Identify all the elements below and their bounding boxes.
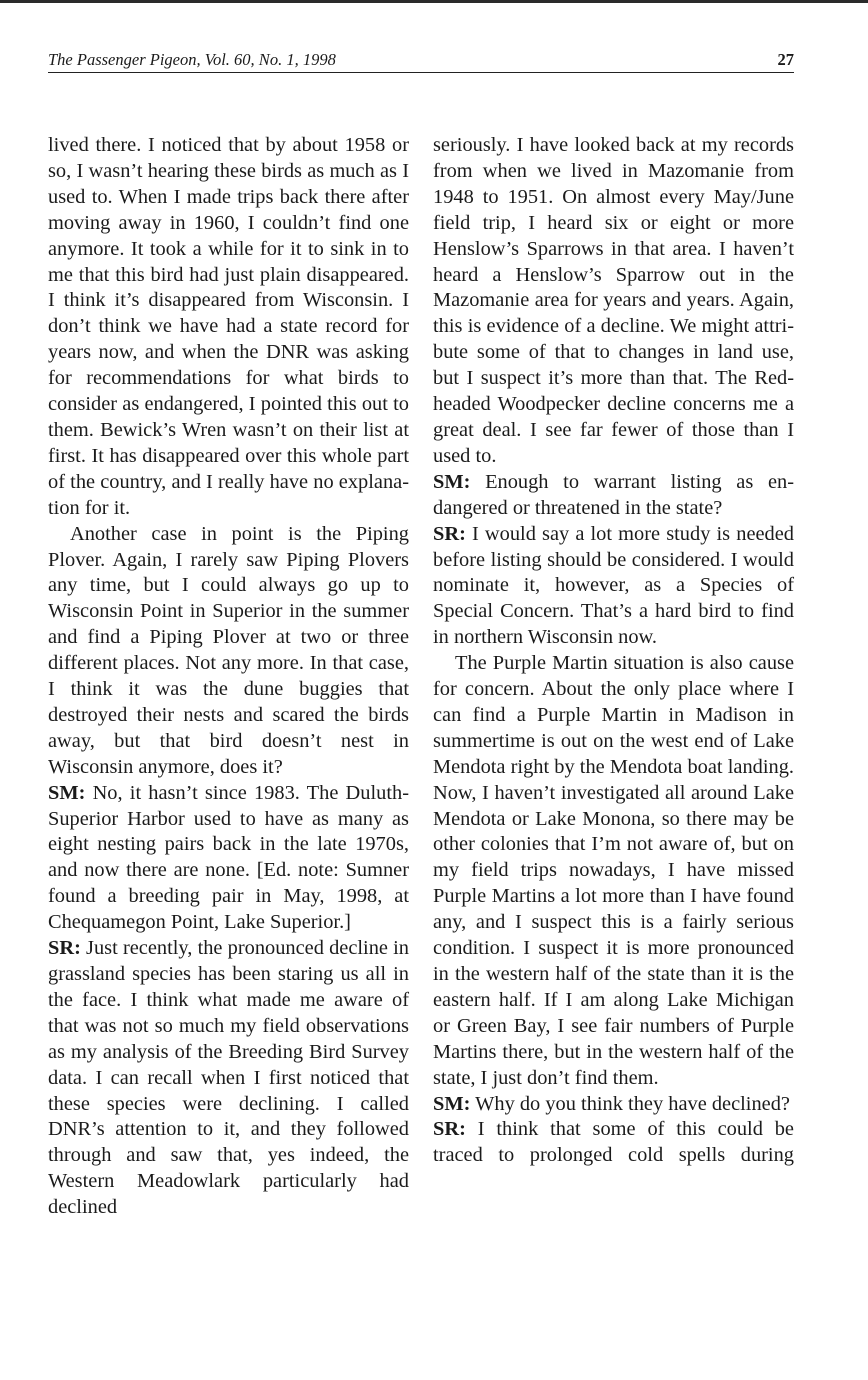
speaker-paragraph [433, 470, 794, 522]
journal-citation: The Passenger Pigeon, Vol. 60, No. 1, 1998 [48, 50, 336, 69]
running-header [48, 50, 794, 73]
paragraph-text: lived there. I noticed that by about 1958 or so, I wasn’t hearing these birds as much as I used to. When I made trips back there after moving away in 1960, I couldn’t find one anymore. It took a while for it to sink in to me that this bird had just plain disappeared. I think it’s disappeared from Wisconsin. I don’t think we have had a state record for years now, and when the DNR was asking for recommendations for what birds to consider as endangered, I pointed this out to them. Bewick’s Wren wasn’t on their list at first. It has disappeared over this whole part of the country, and I really have no explanation for it. [48, 134, 409, 519]
paragraph-text: No, it hasn’t since 1983. The Duluth-Superior Harbor used to have as many as eight nesting pairs back in the late 1970s, and now there are none. [Ed. note: Sumner found a breeding pair in May, 1998, at Chequamegon Point, Lake Superior.] [48, 781, 409, 934]
paragraph-text: Another case in point is the Piping Plover. Again, I rarely saw Piping Plovers any time, but I could always go up to Wisconsin Point in Superior in the summer and find a Piping Plover at two or three different places. Not any more. In that case, I think it was the dune buggies that destroyed their nests and scared the birds away, but that bird doesn’t nest in Wisconsin anymore, does it? [48, 522, 409, 778]
paragraph-text: I would say a lot more study is needed before listing should be considered. I would nominate it, however, as a Species of Special Concern. That’s a hard bird to find in northern Wisconsin now. [433, 522, 794, 649]
paragraph [48, 522, 409, 781]
paragraph-text: Just recently, the pronounced decline in grassland species has been staring us all in the face. I think what made me aware of that was not so much my field observations as my analysis of the Breeding Bird Survey data. I can recall when I first noticed that these species were declining. I called DNR’s attention to it, and they followed through and saw that, yes indeed, the Western Meadowlark particularly had declined [48, 937, 409, 1219]
paragraph-text: seriously. I have looked back at my records from when we lived in Mazomanie from 1948 to 1951. On almost every May/June field trip, I heard six or eight or more Henslow’s Sparrows in that area. I haven’t heard a Henslow’s Sparrow out in the Mazomanie area for years and years. Again, this is evidence of a decline. We might attribute some of that to changes in land use, but I suspect it’s more than that. The Red-headed Woodpecker decline concerns me a great deal. I see far fewer of those than I used to. [433, 134, 794, 467]
speaker-label: SM: [48, 781, 86, 804]
paragraph-text: Why do you think they have declined? [475, 1092, 790, 1115]
speaker-paragraph [433, 1092, 794, 1118]
paragraph-text: Enough to warrant listing as endangered or threatened in the state? [433, 470, 794, 519]
speaker-paragraph [433, 522, 794, 652]
page-number: 27 [777, 50, 794, 69]
speaker-paragraph [48, 781, 409, 936]
paragraph [433, 651, 794, 1091]
speaker-paragraph [48, 936, 409, 1221]
right-column [433, 133, 794, 1169]
speaker-label: SR: [48, 937, 81, 960]
speaker-label: SM: [433, 1092, 471, 1115]
paragraph-text: The Purple Martin situation is also cause for concern. About the only place where I can find a Purple Martin in Madison in summertime is out on the west end of Lake Mendota right by the Mendota boat landing. Now, I haven’t investigated all around Lake Mendota or Lake Monona, so there may be other colonies that I’m not aware of, but on my field trips nowadays, I have missed Purple Martins a lot more than I have found any, and I suspect this is a fairly serious condition. I suspect it is more pronounced in the western half of the state than it is the eastern half. If I am along Lake Michigan or Green Bay, I see fair numbers of Purple Martins there, but in the western half of the state, I just don’t find them. [433, 652, 794, 1089]
speaker-label: SR: [433, 522, 466, 545]
paragraph [433, 133, 794, 470]
speaker-paragraph [433, 1117, 794, 1169]
paragraph-text: I think that some of this could be traced to prolonged cold spells during [433, 1118, 794, 1167]
speaker-label: SR: [433, 1118, 466, 1141]
paragraph [48, 133, 409, 522]
speaker-label: SM: [433, 470, 471, 493]
left-column [48, 133, 409, 1221]
top-border-rule [0, 0, 868, 3]
